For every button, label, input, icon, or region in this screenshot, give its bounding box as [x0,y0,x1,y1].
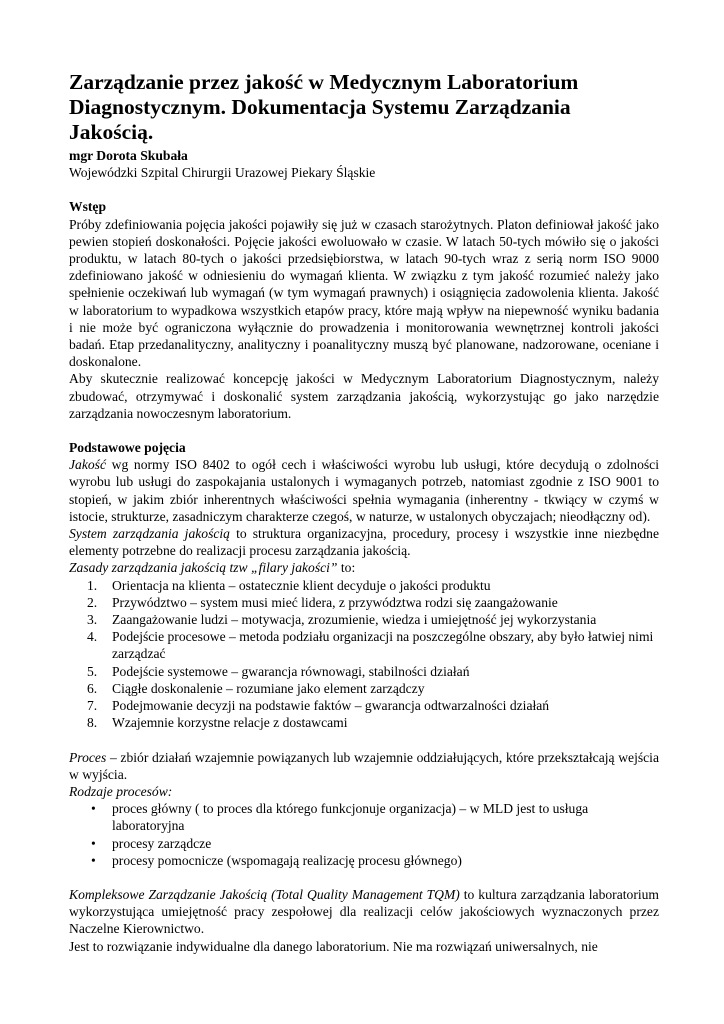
process-types-heading: Rodzaje procesów: [69,783,173,799]
list-item-text: Podejście systemowe – gwarancja równowagi, stabilności działań [112,663,470,679]
list-item [69,714,659,731]
intro-paragraph-1: Próby zdefiniowania pojęcia jakości pojawiły się już w czasach starożytnych. Platon definiował jakość jako pewien stopień doskonałości. Pojęcie jakości ewoluowało w czasie. W latach 50-tych mówiło się o jakości produktu, w latach 80-tych o jakości przedsiębiorstwa, w latach 90-tych wraz z serią norm ISO 9000 zdefiniowano jakość w odniesieniu do wymagań klienta. W związku z tym jakość rozumieć należy jako spełnienie oczekiwań lub wymagań (w tym wymagań prawnych) i osiągnięcia zadowolenia klienta. Jakość w laboratorium to wypadkowa wszystkich etapów pracy, które mają wpływ na niepewność wyniku badania i nie może być ograniczona wyłącznie do prowadzenia i monitorowania wewnętrznej kontroli jakości badań. Etap przedanalityczny, analityczny i poanalityczny muszą być planowane, nadzorowane, oceniane i doskonalone. [69,216,659,370]
list-item-text: procesy pomocnicze (wspomagają realizację procesu głównego) [112,852,462,868]
list-item [69,852,659,869]
bullet-icon: • [91,835,96,851]
system-term: System zarządzania jakością [69,526,230,542]
quality-def-text: wg normy ISO 8402 to ogół cech i właściwości wyrobu lub usługi, które decydują o zdolności wyrobu lub usługi do zaspokajania ustalonych i wymaganych potrzeb, natomiast zgodnie z ISO 9001 to stopień, w jakim zbiór inherentnych właściwości spełnia wymagania (inherentny - tkwiący w czymś w istocie, strukturze, zasadniczym charakterze czegoś, w naturze, w ustalonych obyczajach; nieodłączny od). [69,457,659,524]
system-def-text: to struktura organizacyjna, procedury, procesy i wszystkie inne niezbędne elementy potrzebne do realizacji procesu zarządzania jakością. [69,526,659,559]
process-term: Proces [69,749,107,765]
system-definition [69,525,659,559]
bullet-icon: • [91,801,96,817]
list-item-text: Podejmowanie decyzji na podstawie faktów – gwarancja odtwarzalności działań [112,698,550,714]
list-item [69,663,659,680]
list-item-text: Ciągłe doskonalenie – rozumiane jako element zarządczy [112,680,425,696]
list-item-text: procesy zarządcze [112,835,212,851]
author-affiliation: Wojewódzki Szpital Chirurgii Urazowej Piekary Śląskie [69,165,376,181]
list-item [69,577,659,594]
list-item [69,800,659,834]
list-item [69,594,659,611]
list-item-number: 2. [87,594,98,610]
list-item-text: Podejście procesowe – metoda podziału organizacji na poszczególne obszary, aby było łatwiej nimi zarządzać [112,629,654,662]
principles-suffix: to: [337,560,356,576]
tqm-definition [69,886,659,938]
quality-term: Jakość [69,457,106,473]
list-item-number: 4. [87,629,98,645]
intro-heading: Wstęp [69,199,107,215]
basics-heading: Podstawowe pojęcia [69,440,186,456]
intro-paragraph-2: Aby skutecznie realizować koncepcję jakości w Medycznym Laboratorium Diagnostycznym, należy zbudować, otrzymywać i doskonalić system zarządzania jakością, wykorzystując go jako narzędzie zarządzania nowoczesnym laboratorium. [69,371,659,421]
principles-intro [69,559,659,576]
list-item [69,628,659,662]
list-item-text: Przywództwo – system musi mieć lidera, z przywództwa rodzi się zaangażowanie [112,594,558,610]
list-item-number: 8. [87,715,98,731]
process-def-text: – zbiór działań wzajemnie powiązanych lub wzajemnie oddziałujących, które przekształcają wejścia w wyjścia. [69,749,659,782]
author-name: mgr Dorota Skubała [69,148,188,163]
spacer [69,869,659,886]
list-item-text: Zaangażowanie ludzi – motywacja, zrozumienie, wiedza i umiejętność jej wykorzystania [112,612,597,628]
list-item [69,611,659,628]
spacer [69,732,659,749]
tqm-def-text: to kultura zarządzania laboratorium wykorzystująca umiejętność pracy zespołowej dla realizacji celów jakościowych wyznaczonych przez Naczelne Kierownictwo. [69,886,659,937]
list-item-number: 5. [87,663,98,679]
list-item-number: 7. [87,698,98,714]
list-item [69,835,659,852]
process-definition [69,749,659,783]
list-item-number: 1. [87,577,98,593]
list-item-text: Orientacja na klienta – ostatecznie klient decyduje o jakości produktu [112,577,491,593]
document-title: Zarządzanie przez jakość w Medycznym Laboratorium Diagnostycznym. Dokumentacja Systemu Zarządzania Jakością. [69,70,579,144]
quality-definition [69,456,659,525]
principles-list [69,577,659,732]
principles-term: Zasady zarządzania jakością tzw „filary jakości” [69,560,338,576]
list-item [69,680,659,697]
document-page [69,70,659,955]
tqm-last-line: Jest to rozwiązanie indywidualne dla danego laboratorium. Nie ma rozwiązań uniwersalnych, nie [69,938,598,954]
list-item [69,697,659,714]
list-item-text: Wzajemnie korzystne relacje z dostawcami [112,715,348,731]
bullet-icon: • [91,852,96,868]
list-item-text: proces główny ( to proces dla którego funkcjonuje organizacja) – w MLD jest to usługa laboratoryjna [112,801,589,834]
list-item-number: 3. [87,612,98,628]
process-types-list [69,800,659,869]
tqm-term: Kompleksowe Zarządzanie Jakością (Total Quality Management TQM) [69,886,460,902]
list-item-number: 6. [87,680,98,696]
